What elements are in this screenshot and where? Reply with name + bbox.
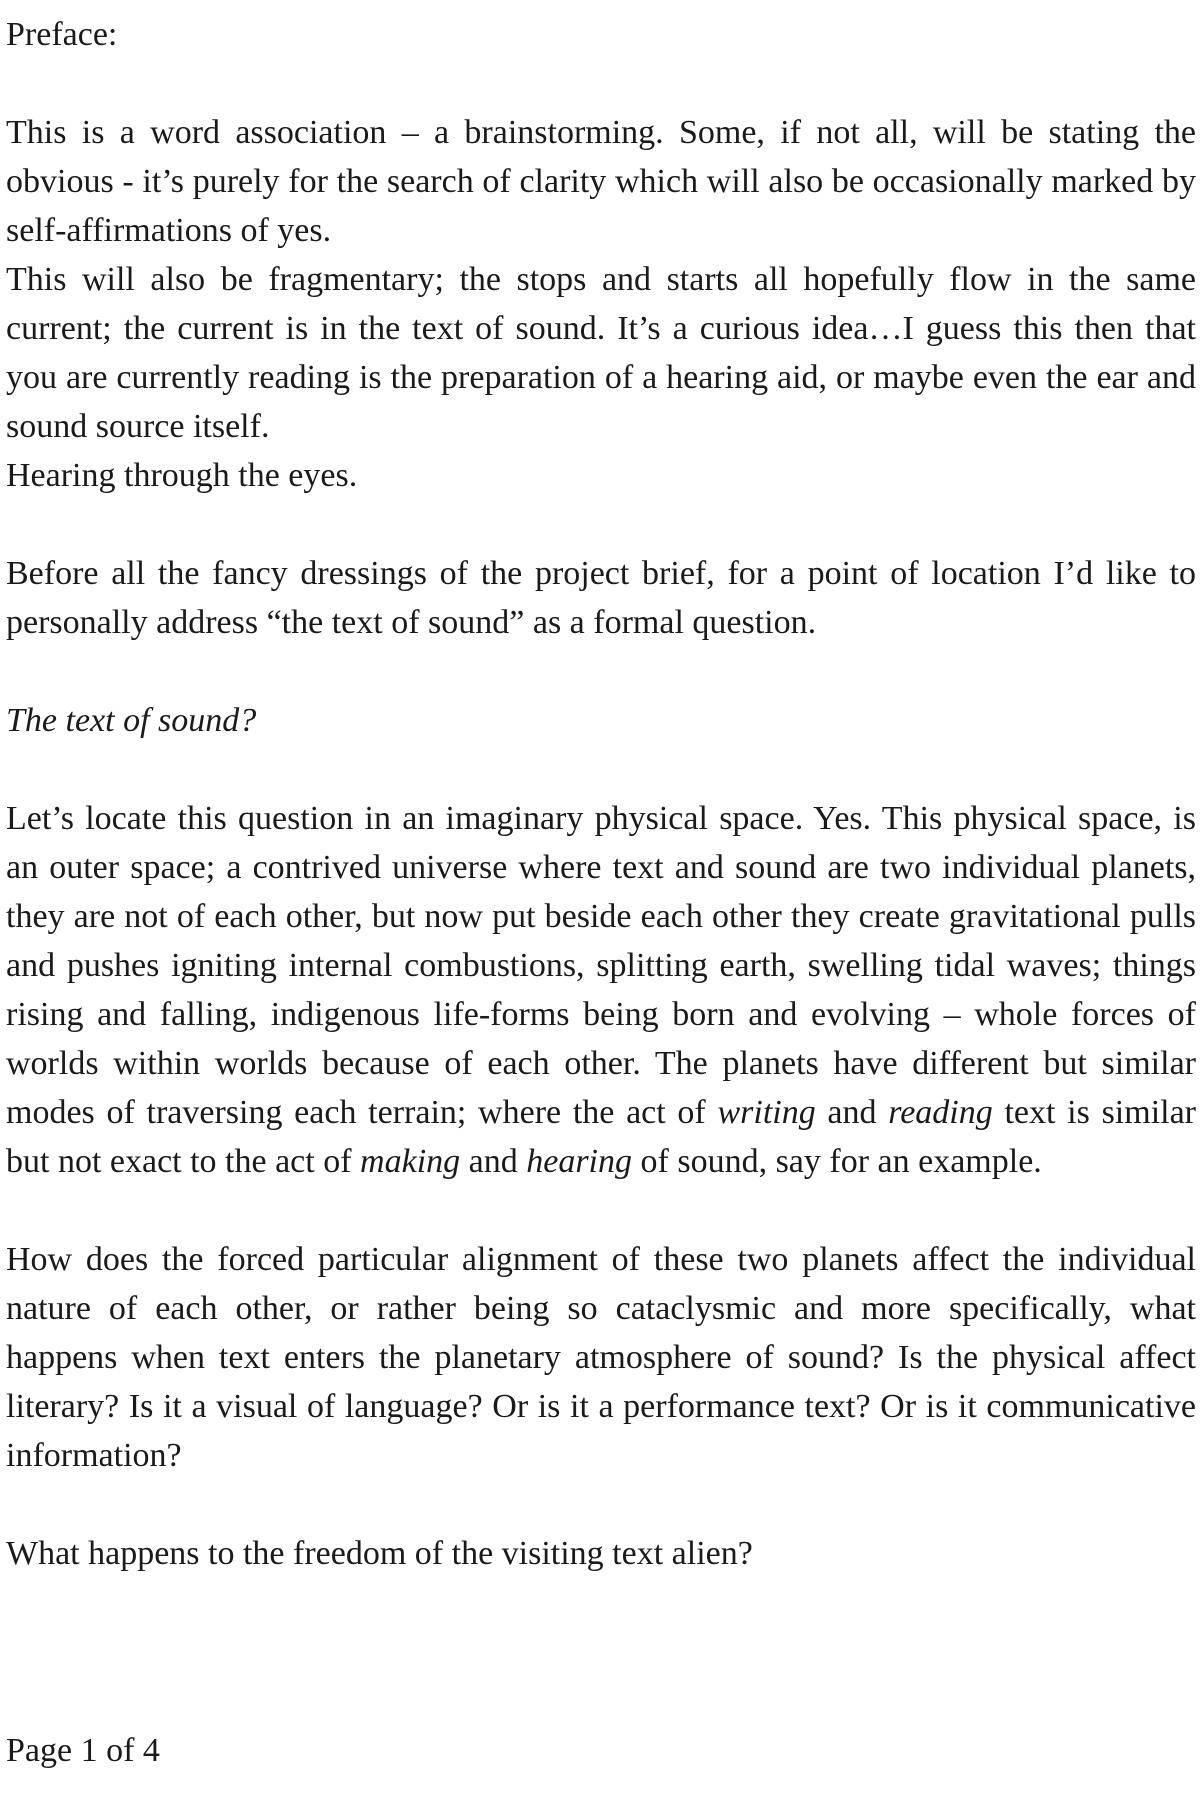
spacer	[6, 1480, 1196, 1529]
emphasis-writing: writing	[717, 1094, 816, 1131]
document-page	[6, 10, 1196, 1578]
intro-paragraph-2: This will also be fragmentary; the stops and starts all hopefully flow in the same current; the current is in the text of sound. It’s a curious idea…I guess this then that you are currently reading is the preparation of a hearing aid, or maybe even the ear and sound source itself.	[6, 261, 1196, 445]
question-text: The text of sound?	[6, 702, 257, 739]
alignment-paragraph: How does the forced particular alignment of these two planets affect the individual nature of each other, or rather being so cataclysmic and more specifically, what happens when text enters the planetary atmosphere of sound? Is the physical affect literary? Is it a visual of language? Or is it a performance text? Or is it communicative information?	[6, 1241, 1196, 1474]
spacer	[6, 1186, 1196, 1235]
planets-paragraph	[6, 794, 1196, 1186]
emphasis-reading: reading	[888, 1094, 993, 1131]
planets-text-end: of sound, say for an example.	[632, 1143, 1042, 1180]
preface-heading: Preface:	[6, 16, 118, 53]
emphasis-hearing: hearing	[526, 1143, 633, 1180]
location-paragraph: Before all the fancy dressings of the project brief, for a point of location I’d like to personally address “the text of sound” as a formal question.	[6, 555, 1196, 641]
emphasis-making: making	[360, 1143, 461, 1180]
planets-text-start: Let’s locate this question in an imaginary physical space. Yes. This physical space, is an outer space; a contrived universe where text and sound are two individual planets, they are not of each other, but now put beside each other they create gravitational pulls and pushes igniting internal combustions, splitting earth, swelling tidal waves; things rising and falling, indigenous life-forms being born and evolving – whole forces of worlds within worlds because of each other. The planets have different but similar modes of traversing each terrain; where the act of	[6, 800, 1196, 1131]
spacer	[6, 647, 1196, 696]
page-number: Page 1 of 4	[6, 1732, 160, 1769]
intro-paragraph-3: Hearing through the eyes.	[6, 457, 358, 494]
planets-text-and-1: and	[815, 1094, 889, 1131]
intro-paragraph-1: This is a word association – a brainstorming. Some, if not all, will be stating the obvious - it’s purely for the search of clarity which will also be occasionally marked by self-affirmations of yes.	[6, 114, 1196, 249]
alien-question: What happens to the freedom of the visiting text alien?	[6, 1535, 753, 1572]
spacer	[6, 59, 1196, 108]
planets-text-and-2: and	[460, 1143, 527, 1180]
spacer	[6, 745, 1196, 794]
question-line	[6, 696, 1196, 745]
spacer	[6, 500, 1196, 549]
planets-text-mid: text is similar but not exact to the act of	[6, 1094, 1197, 1180]
